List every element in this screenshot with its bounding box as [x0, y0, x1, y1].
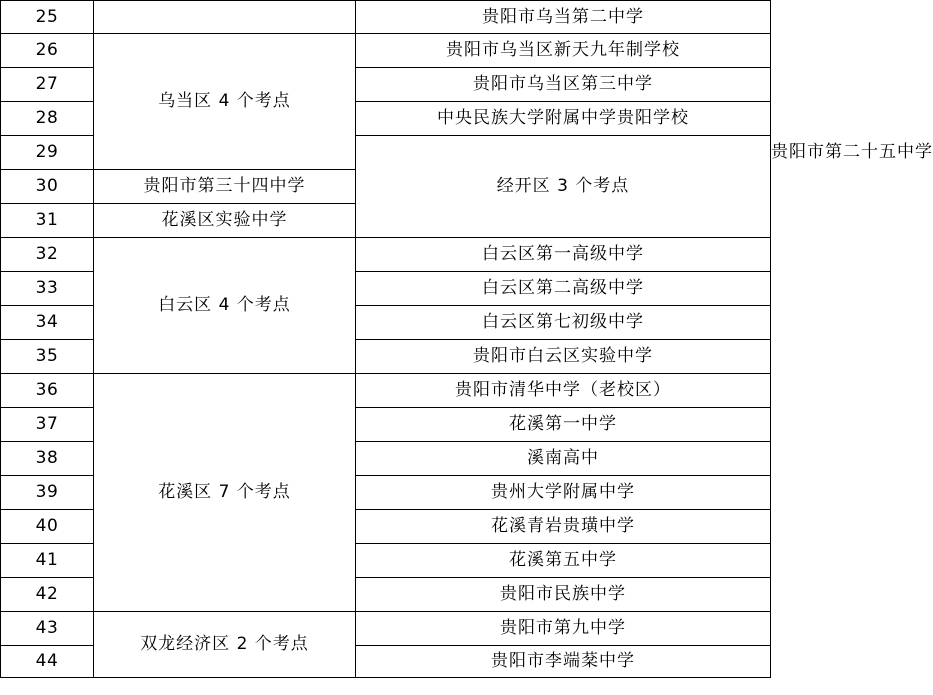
row-district: 经开区 3 个考点 — [356, 136, 771, 238]
row-district-continuation — [94, 1, 356, 34]
row-district: 白云区 4 个考点 — [94, 238, 356, 374]
row-school: 贵阳市乌当区第三中学 — [356, 68, 771, 102]
table-row — [1, 374, 771, 408]
row-index: 33 — [1, 272, 94, 306]
row-district: 花溪区 7 个考点 — [94, 374, 356, 612]
row-school: 贵阳市李端棻中学 — [356, 646, 771, 678]
row-school: 溪南高中 — [356, 442, 771, 476]
row-district: 乌当区 4 个考点 — [94, 34, 356, 170]
row-index: 38 — [1, 442, 94, 476]
table-row — [1, 34, 771, 68]
row-school: 花溪区实验中学 — [94, 204, 356, 238]
row-school: 贵州大学附属中学 — [356, 476, 771, 510]
row-school: 花溪第一中学 — [356, 408, 771, 442]
row-index: 30 — [1, 170, 94, 204]
row-index: 43 — [1, 612, 94, 646]
row-index: 27 — [1, 68, 94, 102]
row-index: 41 — [1, 544, 94, 578]
table-row — [1, 612, 771, 646]
row-school: 贵阳市民族中学 — [356, 578, 771, 612]
row-school: 贵阳市乌当区新天九年制学校 — [356, 34, 771, 68]
row-index: 31 — [1, 204, 94, 238]
row-index: 29 — [1, 136, 94, 170]
row-school: 白云区第七初级中学 — [356, 306, 771, 340]
row-index: 42 — [1, 578, 94, 612]
row-school: 贵阳市乌当第二中学 — [356, 1, 771, 34]
row-school: 贵阳市第九中学 — [356, 612, 771, 646]
row-index: 28 — [1, 102, 94, 136]
row-index: 39 — [1, 476, 94, 510]
row-index: 34 — [1, 306, 94, 340]
row-index: 25 — [1, 1, 94, 34]
table-row — [1, 1, 771, 34]
row-index: 35 — [1, 340, 94, 374]
row-school: 白云区第一高级中学 — [356, 238, 771, 272]
row-school: 贵阳市清华中学（老校区） — [356, 374, 771, 408]
exam-sites-table-body — [1, 1, 933, 678]
row-school: 中央民族大学附属中学贵阳学校 — [356, 102, 771, 136]
row-index: 26 — [1, 34, 94, 68]
table-row — [1, 238, 771, 272]
row-school: 白云区第二高级中学 — [356, 272, 771, 306]
row-index: 32 — [1, 238, 94, 272]
row-index: 44 — [1, 646, 94, 678]
row-school: 贵阳市白云区实验中学 — [356, 340, 771, 374]
row-index: 36 — [1, 374, 94, 408]
row-school: 花溪第五中学 — [356, 544, 771, 578]
row-index: 37 — [1, 408, 94, 442]
row-school: 花溪青岩贵璜中学 — [356, 510, 771, 544]
table-row: 29 经开区 3 个考点 贵阳市第二十五中学 — [1, 136, 771, 170]
row-school: 贵阳市第三十四中学 — [94, 170, 356, 204]
row-district: 双龙经济区 2 个考点 — [94, 612, 356, 678]
row-index: 40 — [1, 510, 94, 544]
